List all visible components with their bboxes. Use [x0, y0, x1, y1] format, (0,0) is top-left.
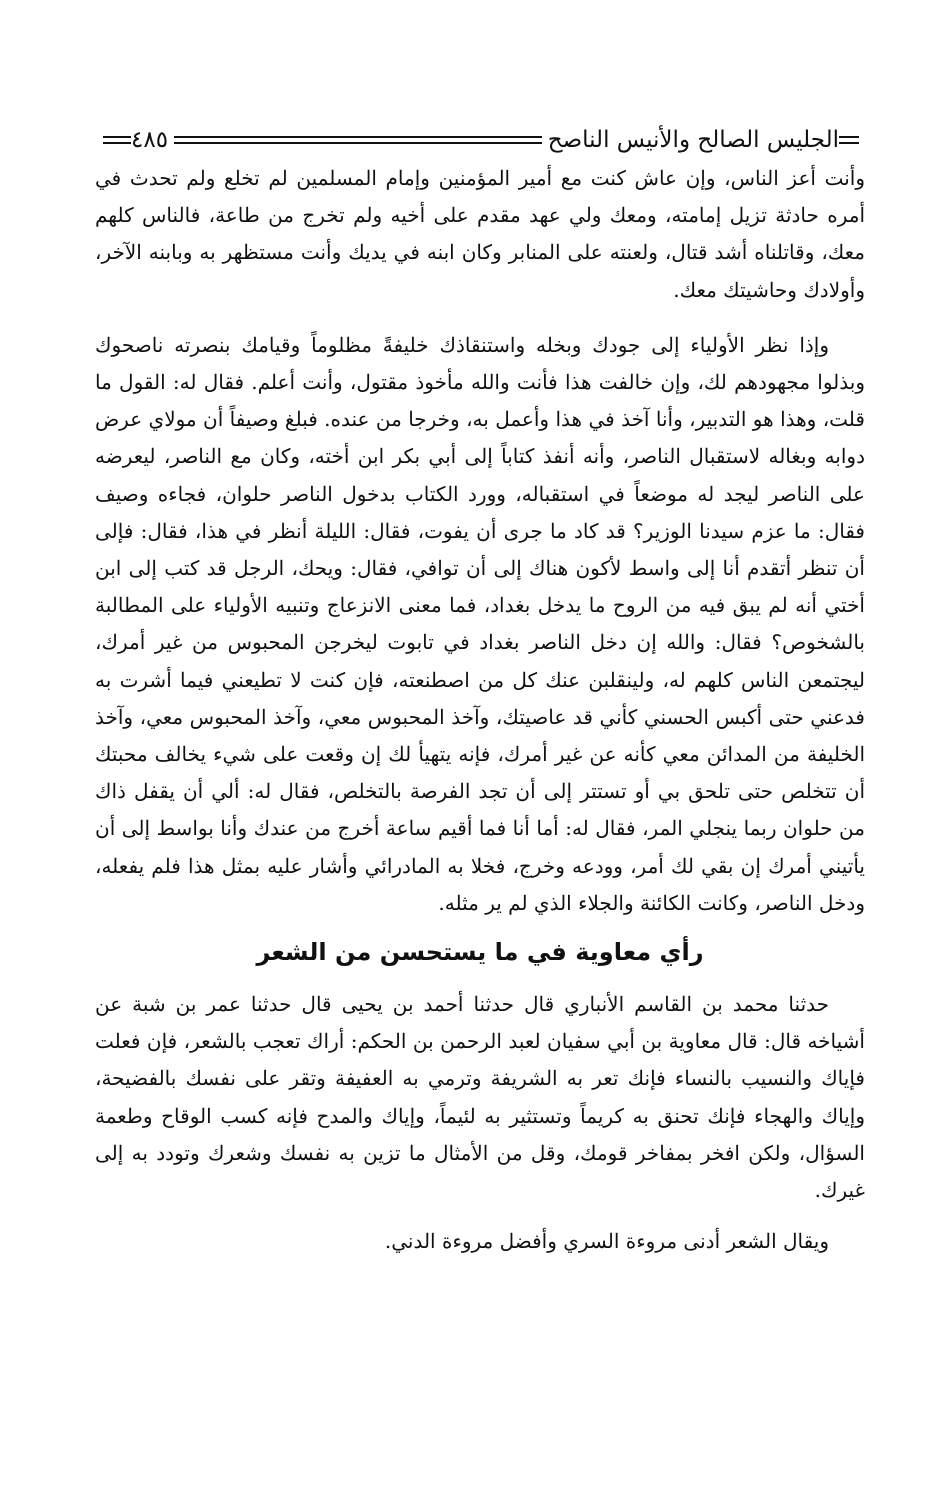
- running-title: الجليس الصالح والأنيس الناصح: [547, 127, 839, 153]
- paragraph-4: ويقال الشعر أدنى مروءة السري وأفضل مروءة الدني.: [384, 1229, 829, 1254]
- book-page: [95, 120, 865, 1260]
- paragraph-2: وإذا نظر الأولياء إلى جودك وبخله واستنقاذك خليفةً مظلوماً وقيامك بنصرته ناصحوك وبذلوا مجهودهم لك، وإن خالفت هذا فأنت والله مأخوذ مقتول، وأنت أعلم. فقال له: القول ما قلت، وهذا هو التدبير، وأنا آخذ في هذا وأعمل به، وخرجا من عنده. فبلغ وصيفاً أن مولاي عرض دوابه وبغاله لاستقبال الناصر، وأنه أنفذ كتاباً إلى أبي بكر ابن أخته، وكان مع الناصر، ليعرضه على الناصر ليجد له موضعاً في استقباله، وورد الكتاب بدخول الناصر حلوان، فجاءه وصيف فقال: ما عزم سيدنا الوزير؟ قد كاد ما جرى أن يفوت، فقال: الليلة أنظر في هذا، فقال: فإلى أن تنظر أتقدم أنا إلى واسط لأكون هناك إلى أن توافي، فقال: ويحك، الرجل قد كتب إلى ابن أختي أنه لم يبق فيه من الروح ما يدخل بغداد، فما معنى الانزعاج وتنبيه الأولياء على المطالبة بالشخوص؟ فقال: والله إن دخل الناصر بغداد في تابوت ليخرجن المحبوس من غير أمرك، ليجتمعن الناس كلهم له، ولينقلبن عنك كل من اصطنعته، فإن كنت لا تطيعني فيما أشرت به فدعني حتى أكبس الحسني كأني قد عاصيتك، وآخذ المحبوس معي، وآخذ المحبوس معي، وآخذ الخليفة من المدائن معي كأنه عن غير أمرك، فإنه يتهيأ لك إن وقعت على شيء يخالف محبتك أن تتخلص حتى تلحق بي أو تستتر إلى أن تجد الفرصة بالتخلص، فقال له: ألي أن يقفل ذاك من حلوان ربما ينجلي المر، فقال له: أما أنا فما أقيم ساعة أخرج من عندك وأنا بواسط إلى أن يأتيني أمرك إن بقي لك أمر، وودعه وخرج، فخلا به المادرائي وأشار عليه بمثل هذا فلم يفعله، ودخل الناصر، وكانت الكائنة والجلاء الذي لم ير مثله.: [95, 332, 866, 915]
- header-rule-left: [103, 136, 131, 144]
- paragraph-3: حدثنا محمد بن القاسم الأنباري قال حدثنا أحمد بن يحيى قال حدثنا عمر بن شبة عن أشياخه قال: قال معاوية بن أبي سفيان لعبد الرحمن بن الحكم: أراك تعجب بالشعر، فإن فعلت فإياك والنسيب بالنساء فإنك تعر به الشريفة وترمي به العفيفة وتقر على نفسك بالفضيحة، وإياك والهجاء فإنك تحنق به كريماً وتستثير به لئيماً، وإياك والمدح فإنه كسب الوقاح وطعمة السؤال، ولكن افخر بمفاخر قومك، وقل من الأمثال ما تزين به نفسك وشعرك وتودد به إلى غيرك.: [95, 992, 865, 1203]
- running-header: [95, 120, 865, 160]
- header-rule-middle: [174, 136, 542, 144]
- paragraph-1: وأنت أعز الناس، وإن عاش كنت مع أمير المؤمنين وإمام المسلمين لم تخلع ولم تحدث في أمره حادثة تزيل إمامته، ومعك ولي عهد مقدم على أخيه ولم تخرج من طاعة، فالناس كلهم معك، وقاتلناه أشد قتال، ولعنته على المنابر وكان ابنه في يديك وأنت مستظهر به وبابنه الآخر، وأولادك وحاشيتك معك.: [95, 166, 865, 302]
- header-rule-right: [839, 136, 859, 144]
- section-heading: رأي معاوية في ما يستحسن من الشعر: [256, 938, 704, 967]
- page-number: ٤٨٥: [131, 127, 169, 153]
